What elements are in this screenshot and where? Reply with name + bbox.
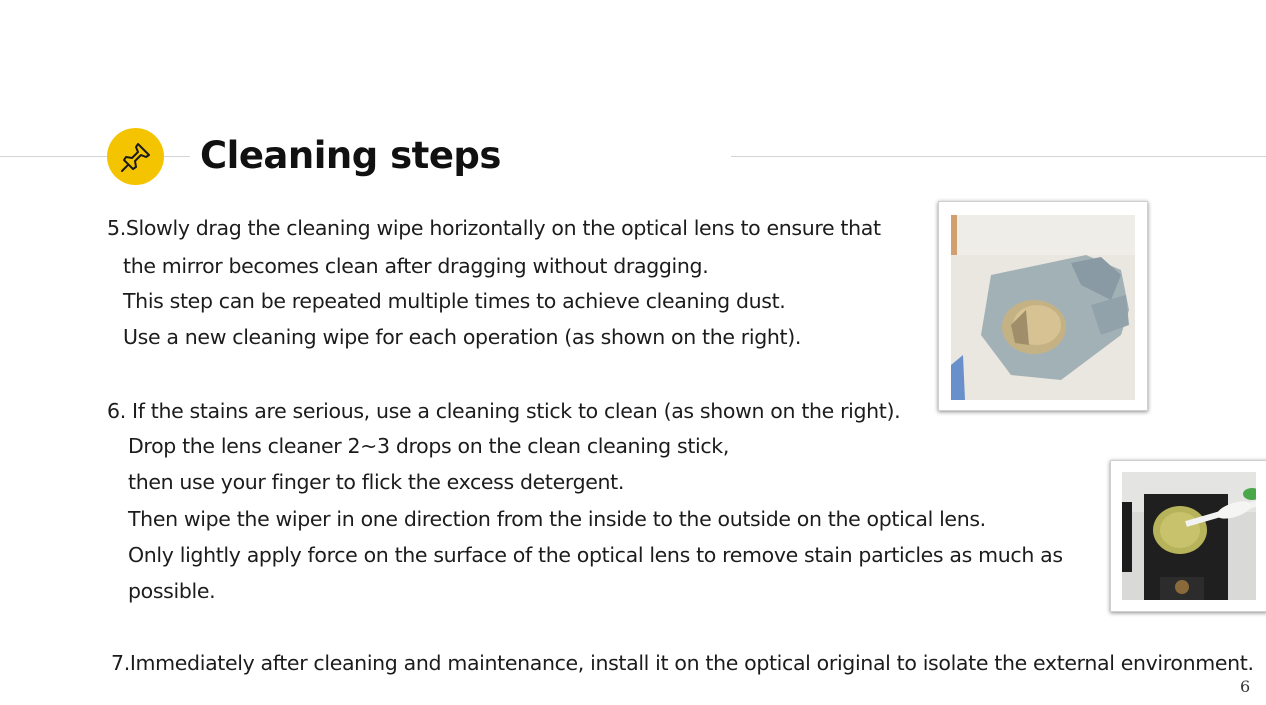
photo-cleaning-stick (1110, 460, 1266, 612)
step6-line-5: Only lightly apply force on the surface of the optical lens to remove stain particles as much as (128, 543, 1063, 567)
step6-line-2: Drop the lens cleaner 2~3 drops on the clean cleaning stick, (128, 434, 729, 458)
step5-line-2: the mirror becomes clean after dragging without dragging. (123, 254, 709, 278)
photo-cleaning-wipe (938, 201, 1148, 411)
step6-line-1: 6. If the stains are serious, use a cleaning stick to clean (as shown on the right). (107, 399, 901, 423)
pushpin-icon (119, 140, 153, 174)
step5-line-4: Use a new cleaning wipe for each operation (as shown on the right). (123, 325, 802, 349)
title-badge (107, 128, 164, 185)
step6-line-6: possible. (128, 579, 216, 603)
step6-line-4: Then wipe the wiper in one direction from the inside to the outside on the optical lens. (128, 507, 986, 531)
step6-line-3: then use your finger to flick the excess detergent. (128, 470, 625, 494)
cleaning-stick-image (1122, 472, 1256, 600)
cleaning-wipe-image (951, 215, 1135, 400)
step7-line: 7.Immediately after cleaning and maintenance, install it on the optical original to isolate the external environment. (111, 651, 1254, 675)
page-number: 6 (1240, 677, 1251, 696)
header-rule-right (731, 156, 1266, 157)
step5-line-1: 5.Slowly drag the cleaning wipe horizontally on the optical lens to ensure that (107, 216, 881, 240)
step5-line-3: This step can be repeated multiple times to achieve cleaning dust. (123, 289, 786, 313)
slide-title: Cleaning steps (200, 134, 501, 177)
